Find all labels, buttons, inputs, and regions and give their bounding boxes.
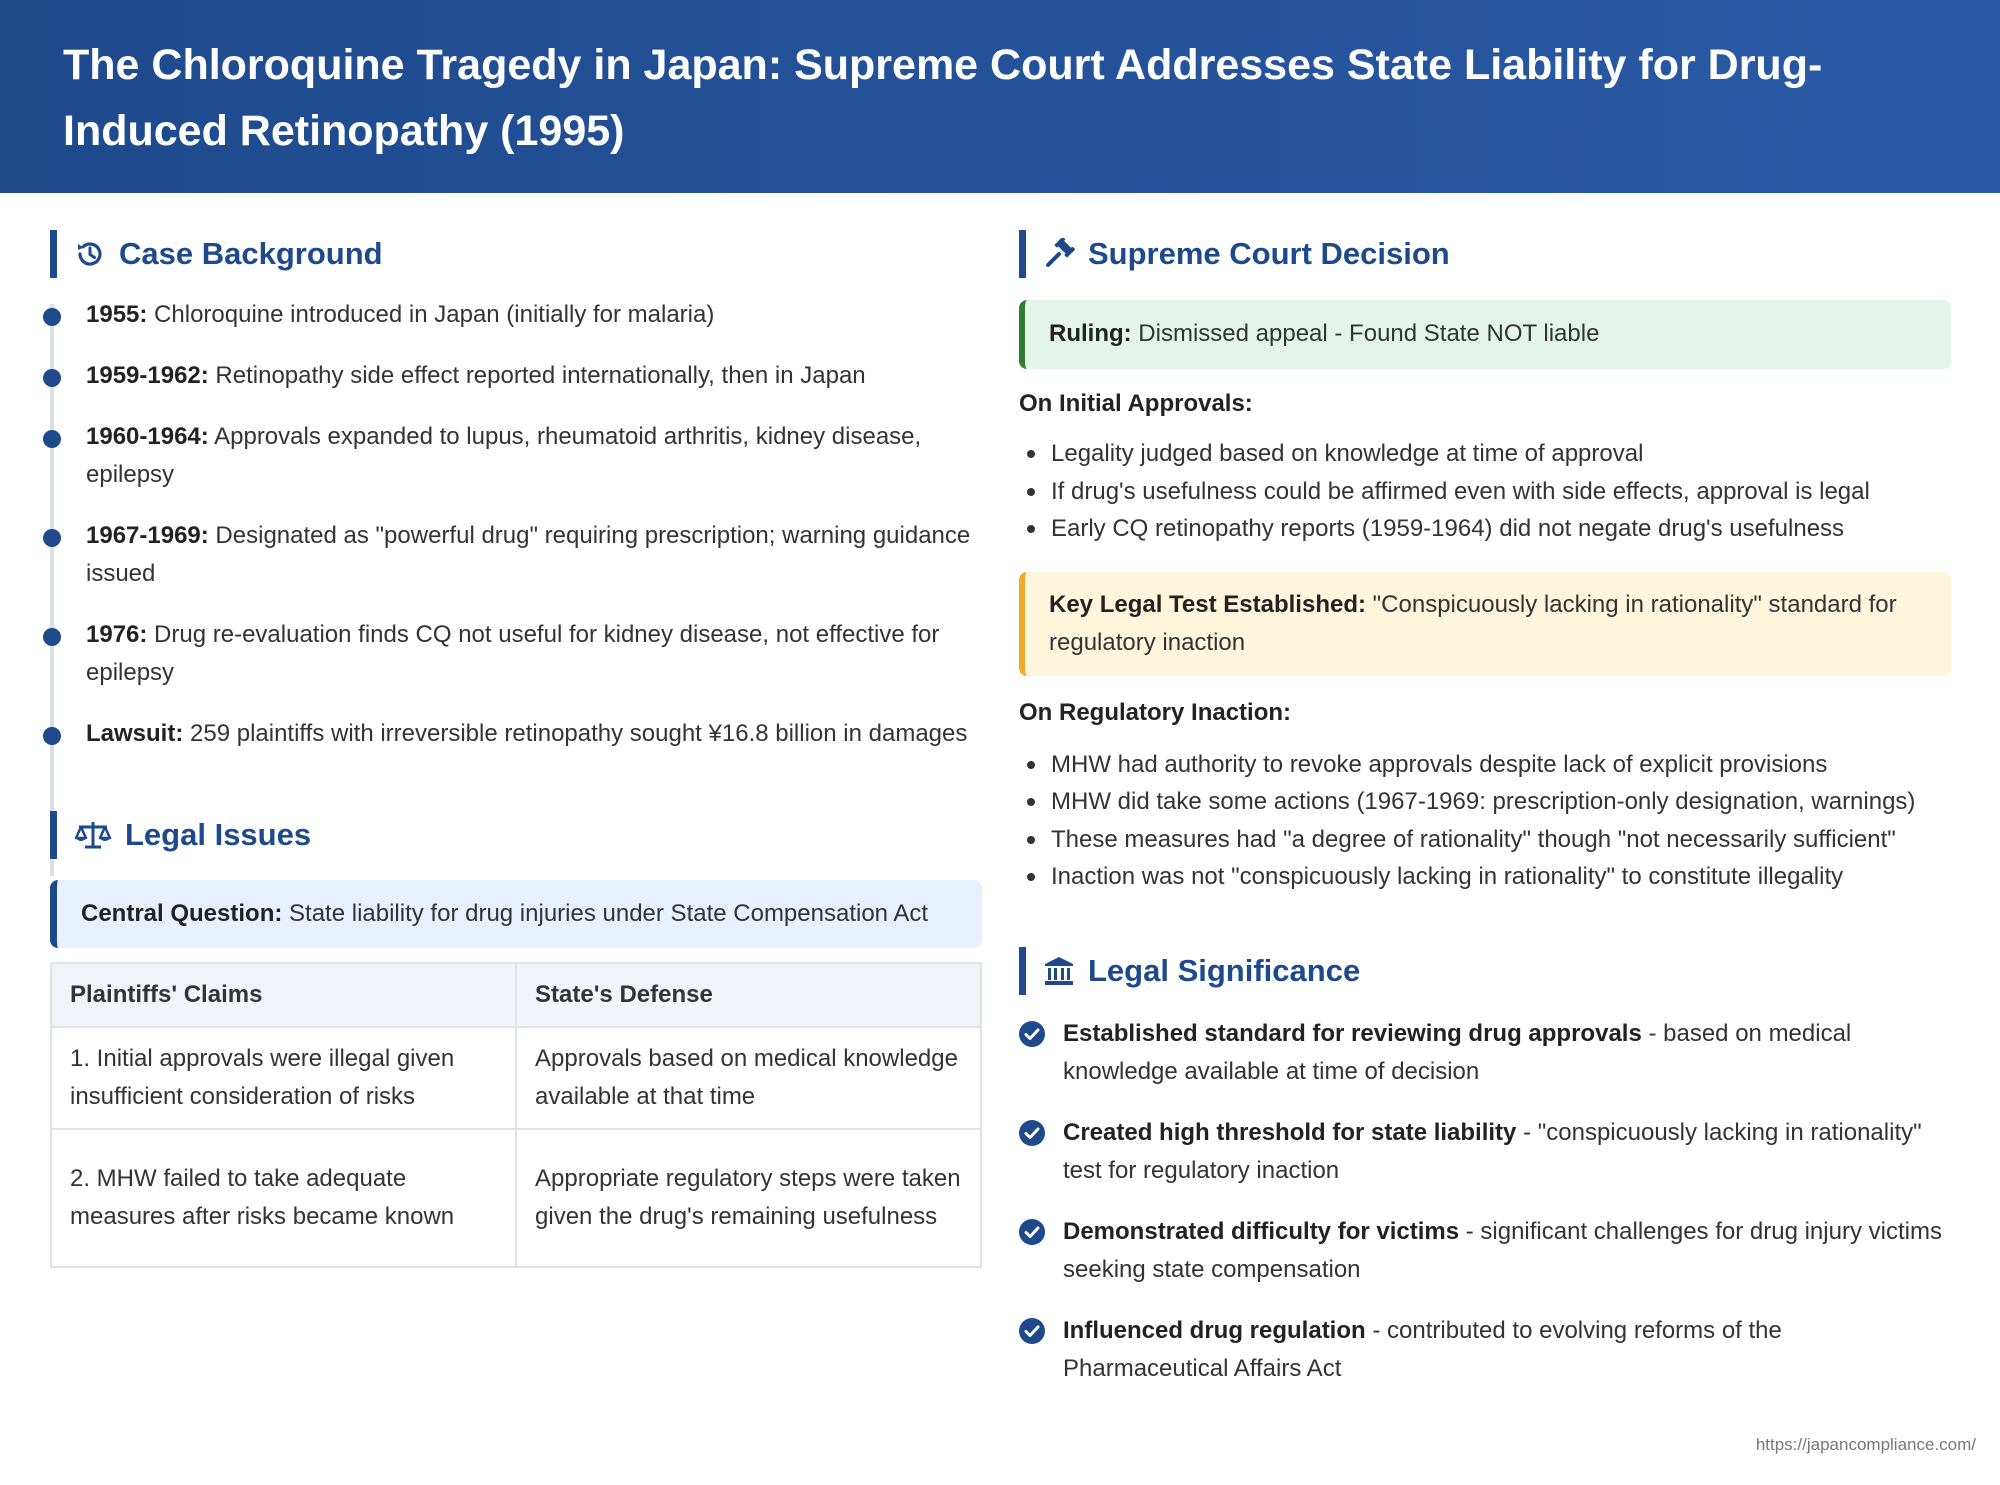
- list-item: MHW had authority to revoke approvals despite lack of explicit provisions: [1019, 746, 1951, 784]
- table-row: [51, 1027, 981, 1129]
- significance-item: Influenced drug regulation - contributed to evolving reforms of the Pharmaceutical Affairs Act: [1019, 1312, 1951, 1388]
- case-background-heading: [50, 230, 982, 278]
- significance-list: [1019, 1015, 1951, 1388]
- significance-item: Created high threshold for state liability - "conspicuously lacking in rationality" test for regulatory inaction: [1019, 1114, 1951, 1190]
- timeline-dot: [43, 529, 61, 547]
- case-timeline: [50, 296, 982, 753]
- list-item: These measures had "a degree of rationality" though "not necessarily sufficient": [1019, 821, 1951, 859]
- section-title-text: Case Background: [119, 236, 383, 271]
- list-item: Inaction was not "conspicuously lacking in rationality" to constitute illegality: [1019, 858, 1951, 896]
- callout-label: Ruling:: [1049, 320, 1132, 347]
- callout-label: Key Legal Test Established:: [1049, 590, 1366, 618]
- callout-text: State liability for drug injuries under State Compensation Act: [282, 900, 929, 927]
- scales-icon: [73, 818, 113, 852]
- significance-item: Established standard for reviewing drug approvals - based on medical knowledge available at time of decision: [1019, 1015, 1951, 1091]
- table-row: [51, 1129, 981, 1267]
- supreme-court-decision-heading: [1019, 230, 1951, 278]
- timeline-dot: [43, 628, 61, 646]
- section-title-text: Legal Significance: [1088, 952, 1361, 988]
- table-cell: Appropriate regulatory steps were taken given the drug's remaining usefulness: [516, 1129, 981, 1267]
- claims-defense-table: [50, 962, 982, 1268]
- list-item: If drug's usefulness could be affirmed even with side effects, approval is legal: [1019, 473, 1951, 511]
- timeline-item: 1959-1962: Retinopathy side effect reported internationally, then in Japan: [50, 357, 982, 395]
- table-cell: 2. MHW failed to take adequate measures after risks became known: [51, 1129, 516, 1267]
- legal-significance-heading: [1019, 947, 1951, 995]
- section-title-text: Supreme Court Decision: [1088, 236, 1450, 271]
- timeline-item: 1976: Drug re-evaluation finds CQ not useful for kidney disease, not effective for epilepsy: [50, 616, 982, 692]
- page-title: The Chloroquine Tragedy in Japan: Supreme Court Addresses State Liability for Drug-Induced Retinopathy (1995): [63, 41, 1823, 155]
- check-circle-icon: [1019, 1318, 1045, 1344]
- timeline-item: 1967-1969: Designated as "powerful drug" requiring prescription; warning guidance issued: [50, 517, 982, 593]
- regulatory-inaction-list: [1019, 746, 1951, 896]
- table-cell: Approvals based on medical knowledge available at that time: [516, 1027, 981, 1129]
- timeline-item: Lawsuit: 259 plaintiffs with irreversible retinopathy sought ¥16.8 billion in damages: [50, 715, 982, 753]
- initial-approvals-list: [1019, 435, 1951, 548]
- check-circle-icon: [1019, 1219, 1045, 1245]
- section-title-text: Legal Issues: [125, 817, 312, 852]
- list-item: Legality judged based on knowledge at time of approval: [1019, 435, 1951, 473]
- ruling-callout: [1019, 300, 1951, 369]
- timeline-item: 1955: Chloroquine introduced in Japan (initially for malaria): [50, 296, 982, 334]
- timeline-dot: [43, 369, 61, 387]
- right-column: [1019, 193, 1951, 1411]
- central-question-callout: [50, 880, 982, 948]
- column-header: Plaintiffs' Claims: [51, 963, 516, 1027]
- key-legal-test-callout: [1019, 572, 1951, 676]
- institution-icon: [1042, 954, 1076, 988]
- callout-text: Dismissed appeal - Found State NOT liable: [1131, 320, 1600, 347]
- history-icon: [73, 237, 107, 271]
- significance-item: Demonstrated difficulty for victims - significant challenges for drug injury victims seeking state compensation: [1019, 1213, 1951, 1289]
- check-circle-icon: [1019, 1120, 1045, 1146]
- timeline-item: 1960-1964: Approvals expanded to lupus, rheumatoid arthritis, kidney disease, epilepsy: [50, 418, 982, 494]
- footer-url: https://japancompliance.com/: [1755, 1435, 1976, 1454]
- timeline-dot: [43, 727, 61, 745]
- left-column: [50, 193, 982, 1268]
- timeline-dot: [43, 430, 61, 448]
- legal-issues-heading: [50, 811, 982, 859]
- gavel-icon: [1042, 237, 1076, 271]
- column-header: State's Defense: [516, 963, 981, 1027]
- callout-text: "Conspicuously lacking in rationality" standard for regulatory inaction: [1049, 590, 1897, 656]
- page-header: [0, 0, 2000, 193]
- callout-label: Central Question:: [81, 900, 283, 927]
- list-item: Early CQ retinopathy reports (1959-1964) did not negate drug's usefulness: [1019, 510, 1951, 548]
- table-cell: 1. Initial approvals were illegal given insufficient consideration of risks: [51, 1027, 516, 1129]
- table-header-row: [51, 963, 981, 1027]
- regulatory-inaction-heading: On Regulatory Inaction:: [1019, 698, 1292, 726]
- check-circle-icon: [1019, 1021, 1045, 1047]
- initial-approvals-heading: On Initial Approvals:: [1019, 390, 1253, 417]
- list-item: MHW did take some actions (1967-1969: prescription-only designation, warnings): [1019, 783, 1951, 821]
- timeline-dot: [43, 308, 61, 326]
